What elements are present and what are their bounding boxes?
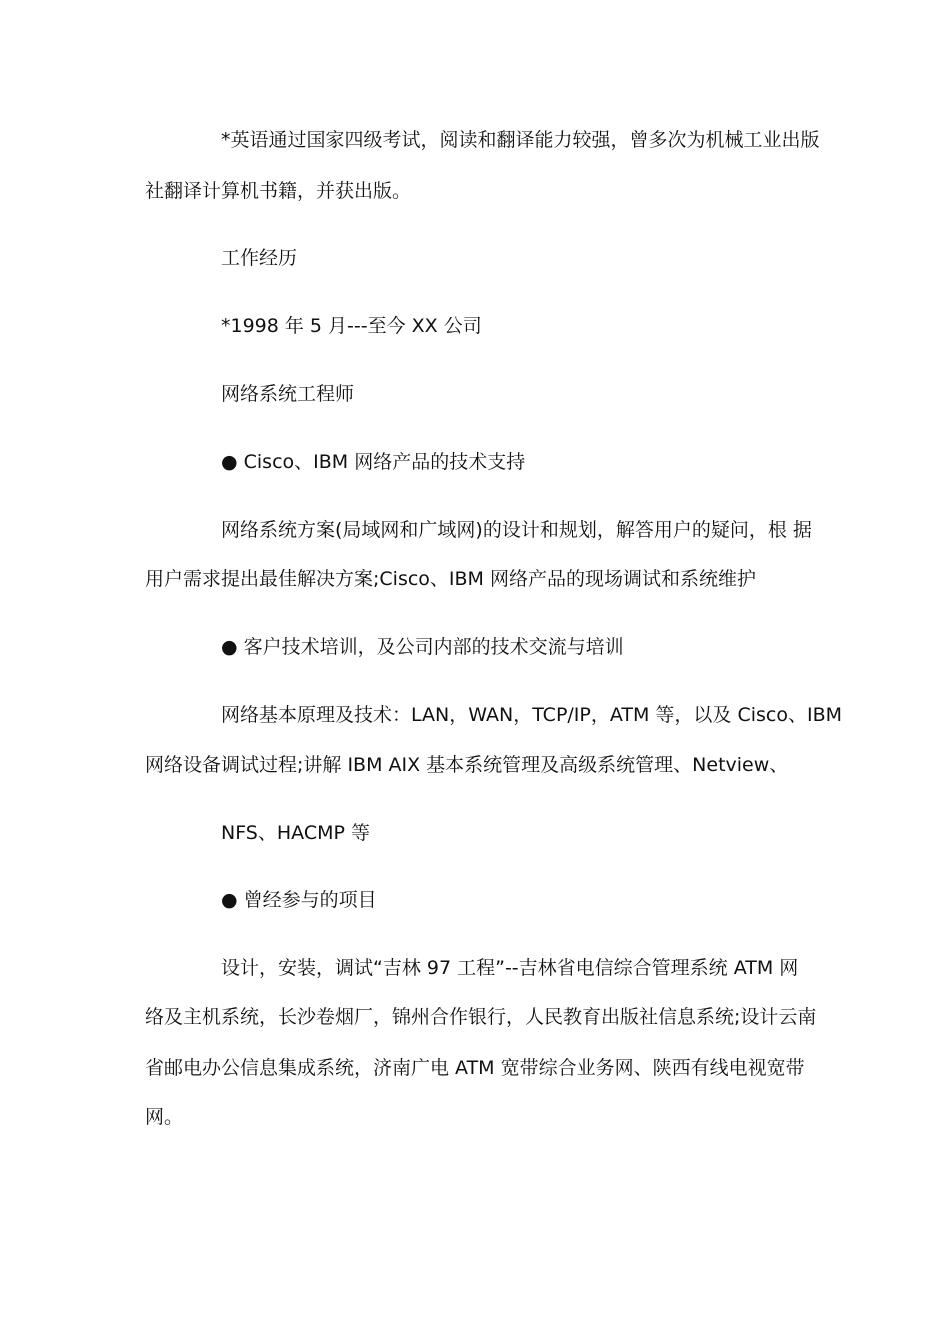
- bullet-customer-training: ● 客户技术培训，及公司内部的技术交流与培训: [221, 636, 624, 658]
- section-heading-work-experience: 工作经历: [221, 247, 298, 269]
- training-content-line-2: 网络设备调试过程;讲解 IBM AIX 基本系统管理及高级系统管理、Netview、: [145, 754, 789, 776]
- job-title: 网络系统工程师: [221, 383, 355, 405]
- projects-paragraph-line-1: 设计，安装，调试“吉林 97 工程”--吉林省电信综合管理系统 ATM 网: [221, 957, 799, 979]
- network-solution-paragraph-line-1: 网络系统方案(局域网和广域网)的设计和规划，解答用户的疑问，根 据: [221, 519, 812, 541]
- bullet-technical-support: ● Cisco、IBM 网络产品的技术支持: [221, 451, 526, 473]
- network-solution-paragraph-line-2: 用户需求提出最佳解决方案;Cisco、IBM 网络产品的现场调试和系统维护: [145, 568, 756, 590]
- projects-paragraph-line-4: 网。: [145, 1106, 184, 1128]
- training-content-line-1: 网络基本原理及技术：LAN，WAN，TCP/IP，ATM 等，以及 Cisco、IBM: [221, 704, 843, 726]
- training-content-line-3: NFS、HACMP 等: [221, 822, 370, 844]
- skills-paragraph-line-2: 社翻译计算机书籍，并获出版。: [145, 180, 412, 202]
- projects-paragraph-line-2: 络及主机系统，长沙卷烟厂，锦州合作银行，人民教育出版社信息系统;设计云南: [145, 1006, 817, 1028]
- skills-paragraph-line-1: *英语通过国家四级考试，阅读和翻译能力较强，曾多次为机械工业出版: [221, 129, 820, 151]
- bullet-projects: ● 曾经参与的项目: [221, 889, 377, 911]
- job-period: *1998 年 5 月---至今 XX 公司: [221, 315, 482, 337]
- projects-paragraph-line-3: 省邮电办公信息集成系统，济南广电 ATM 宽带综合业务网、陕西有线电视宽带: [145, 1057, 805, 1079]
